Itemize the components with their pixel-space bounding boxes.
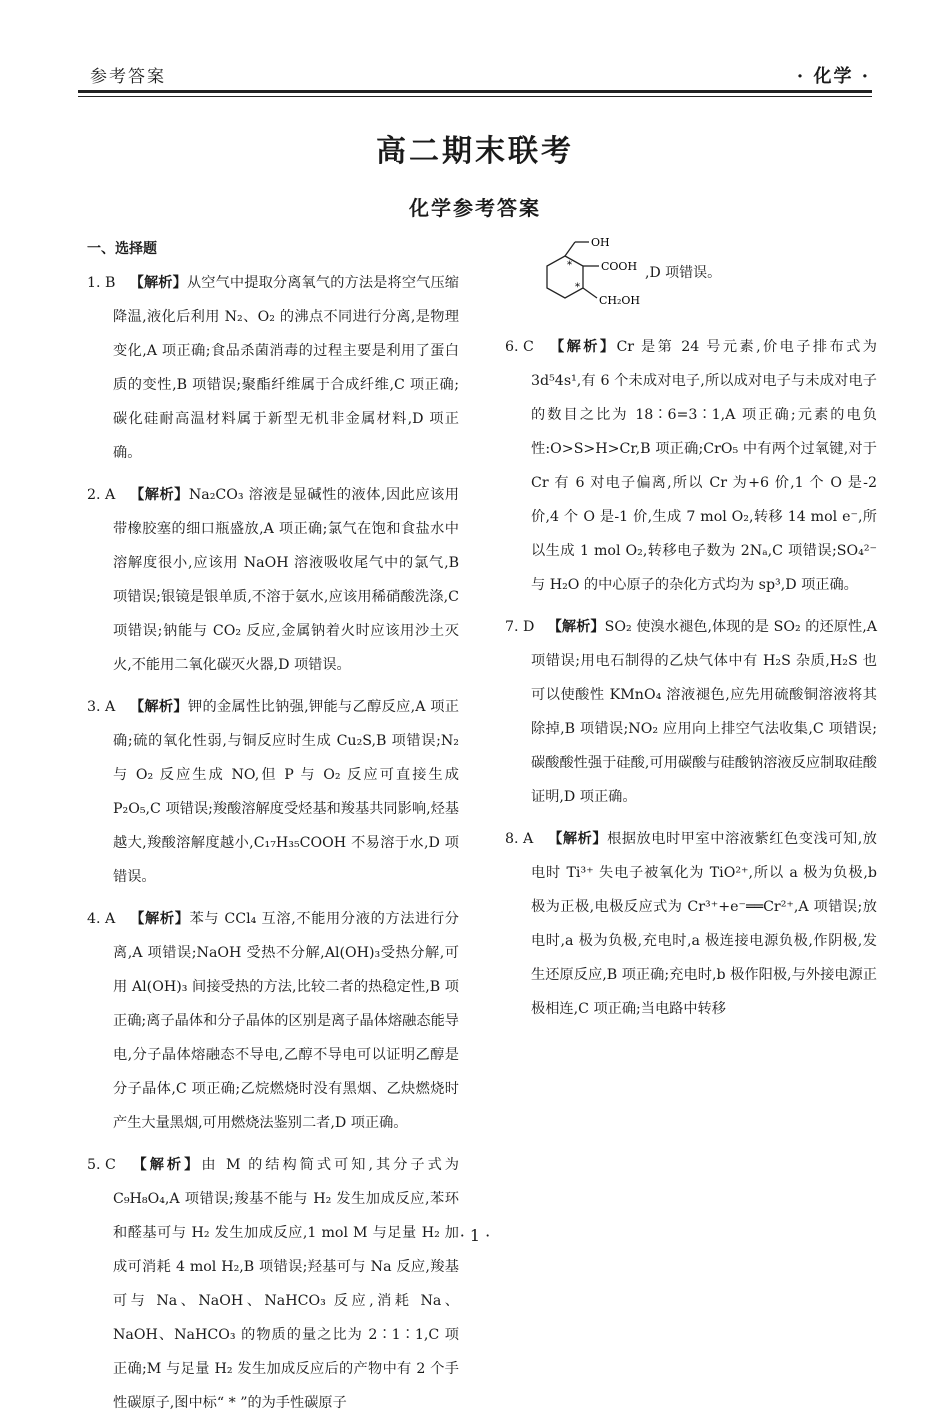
item-text: Cr 是第 24 号元素,价电子排布式为 3d⁵4s¹,有 6 个未成对电子,所以成对电子与未成对电子的数目之比为 18∶6=3∶1,A 项正确;元素的电负性:O>S>H>Cr,B 项正确;CrO₅ 中有两个过氧键,对于 Cr 有 6 对电子偏离,所以 Cr 为+6 价,1 个 O 是-2 价,4 个 O 是-1 价,生成 7 mol O₂,转移 14 mol e⁻,所以生成 1 mol O₂,转移电子数为 2Nₐ,C 项错误;SO₄²⁻ 与 H₂O 的中心原子的杂化方式均为 sp³,D 项正确。: [531, 339, 877, 593]
item-number: 8.: [505, 831, 519, 847]
page-title: 高二期末联考: [376, 134, 574, 169]
item-answer: A: [105, 699, 116, 715]
analysis-tag: 【解析】: [547, 619, 605, 635]
analysis-tag: 【解析】: [132, 1157, 202, 1173]
item-text: 由 M 的结构简式可知,其分子式为 C₉H₈O₄,A 项错误;羧基不能与 H₂ 发生加成反应,苯环和醛基可与 H₂ 发生加成反应,1 mol M 与足量 H₂ 加成可消耗 4 mol H₂,B 项错误;羟基可与 Na 反应,羧基可与 Na、NaOH、NaHCO₃ 反应,消耗 Na、NaOH、NaHCO₃ 的物质的量之比为 2∶1∶1,C 项正确;M 与足量 H₂ 发生加成反应后的产物中有 2 个手性碳原子,图中标“ * ”的为手性碳原子: [113, 1157, 459, 1411]
analysis-tag: 【解析】: [130, 911, 190, 927]
item-answer: A: [105, 911, 116, 927]
structure-drawing: [525, 232, 655, 322]
item-number: 3.: [87, 699, 101, 715]
item-answer: C: [523, 339, 534, 355]
label-cooh: COOH: [601, 260, 638, 273]
chiral-star-1: *: [567, 260, 572, 271]
analysis-tag: 【解析】: [130, 487, 189, 503]
header-left: 参考答案: [90, 67, 166, 87]
item-text: SO₂ 使溴水褪色,体现的是 SO₂ 的还原性,A 项错误;用电石制得的乙炔气体中有 H₂S 杂质,H₂S 也可以使酸性 KMnO₄ 溶液褪色,应先用硫酸铜溶液将其除掉,B 项错误;NO₂ 应用向上排空气法收集,C 项错误;碳酸酸性强于硅酸,可用碳酸与硅酸钠溶液反应制取硅酸证明,D 项正确。: [531, 619, 877, 805]
item-text: Na₂CO₃ 溶液是显碱性的液体,因此应该用带橡胶塞的细口瓶盛放,A 项正确;氯气在饱和食盐水中溶解度很小,应该用 NaOH 溶液吸收尾气中的氯气,B 项错误;银镜是银单质,不溶于氨水,应该用稀硝酸洗涤,C 项错误;钠能与 CO₂ 反应,金属钠着火时应该用沙土灭火,不能用二氧化碳灭火器,D 项错误。: [113, 487, 459, 673]
structure-note: ,D 项错误。: [645, 265, 722, 281]
item-text: 从空气中提取分离氧气的方法是将空气压缩降温,液化后利用 N₂、O₂ 的沸点不同进行分离,是物理变化,A 项正确;食品杀菌消毒的过程主要是利用了蛋白质的变性,B 项错误;聚酯纤维属于合成纤维,C 项正确;碳化硅耐高温材料属于新型无机非金属材料,D 项正确。: [113, 275, 459, 461]
item-number: 5.: [87, 1157, 101, 1173]
analysis-tag: 【解析】: [549, 339, 617, 355]
item-number: 7.: [505, 619, 519, 635]
header-rule-thin: [78, 96, 872, 97]
item-text: 钾的金属性比钠强,钾能与乙醇反应,A 项正确;硫的氧化性弱,与铜反应时生成 Cu₂S,B 项错误;N₂ 与 O₂ 反应生成 NO,但 P 与 O₂ 反应可直接生成 P₂O₅,C 项错误;羧酸溶解度受烃基和羧基共同影响,烃基越大,羧酸溶解度越小,C₁₇H₃₅COOH 不易溶于水,D 项错误。: [113, 699, 459, 885]
analysis-tag: 【解析】: [548, 831, 608, 847]
answer-item-2: [87, 478, 459, 682]
label-oh: OH: [591, 236, 610, 249]
answer-item-5: [87, 1148, 459, 1420]
item-answer: A: [105, 487, 116, 503]
analysis-tag: 【解析】: [129, 275, 187, 291]
answer-item-6: [505, 330, 877, 602]
item-number: 4.: [87, 911, 101, 927]
item-answer: A: [523, 831, 534, 847]
page-subtitle: 化学参考答案: [409, 196, 541, 220]
item-answer: B: [105, 275, 116, 291]
right-column: [505, 232, 877, 1034]
answer-item-4: [87, 902, 459, 1140]
answer-item-7: [505, 610, 877, 814]
answer-item-3: [87, 690, 459, 894]
item-answer: C: [105, 1157, 116, 1173]
item-number: 6.: [505, 339, 519, 355]
header-rule-thick: [78, 90, 872, 93]
page-number: · 1 ·: [459, 1226, 491, 1245]
answer-item-1: [87, 266, 459, 470]
item-text: 苯与 CCl₄ 互溶,不能用分液的方法进行分离,A 项错误;NaOH 受热不分解,Al(OH)₃受热分解,可用 Al(OH)₃ 间接受热的方法,比较二者的热稳定性,B 项正确;离子晶体和分子晶体的区别是离子晶体熔融态能导电,分子晶体熔融态不导电,乙醇不导电可以证明乙醇是分子晶体,C 项正确;乙烷燃烧时没有黑烟、乙炔燃烧时产生大量黑烟,可用燃烧法鉴别二者,D 项正确。: [113, 911, 459, 1131]
answer-item-8: [505, 822, 877, 1026]
item-text: 根据放电时甲室中溶液紫红色变浅可知,放电时 Ti³⁺ 失电子被氧化为 TiO²⁺,所以 a 极为负极,b 极为正极,电极反应式为 Cr³⁺+e⁻══Cr²⁺,A 项错误;放电时,a 极为负极,充电时,a 极连接电源负极,作阴极,发生还原反应,B 项正确;充电时,b 极作阳极,与外接电源正极相连,C 项正确;当电路中转移: [531, 831, 877, 1017]
label-ch2oh: CH₂OH: [599, 294, 641, 307]
section-heading: 一、选择题: [87, 241, 157, 257]
analysis-tag: 【解析】: [129, 699, 188, 715]
item-number: 2.: [87, 487, 101, 503]
left-column: [87, 232, 459, 1428]
item-number: 1.: [87, 275, 101, 291]
item-answer: D: [523, 619, 535, 635]
chiral-star-2: *: [575, 282, 580, 293]
chemical-structure: [525, 232, 877, 322]
header-right: · 化学 ·: [796, 66, 870, 87]
